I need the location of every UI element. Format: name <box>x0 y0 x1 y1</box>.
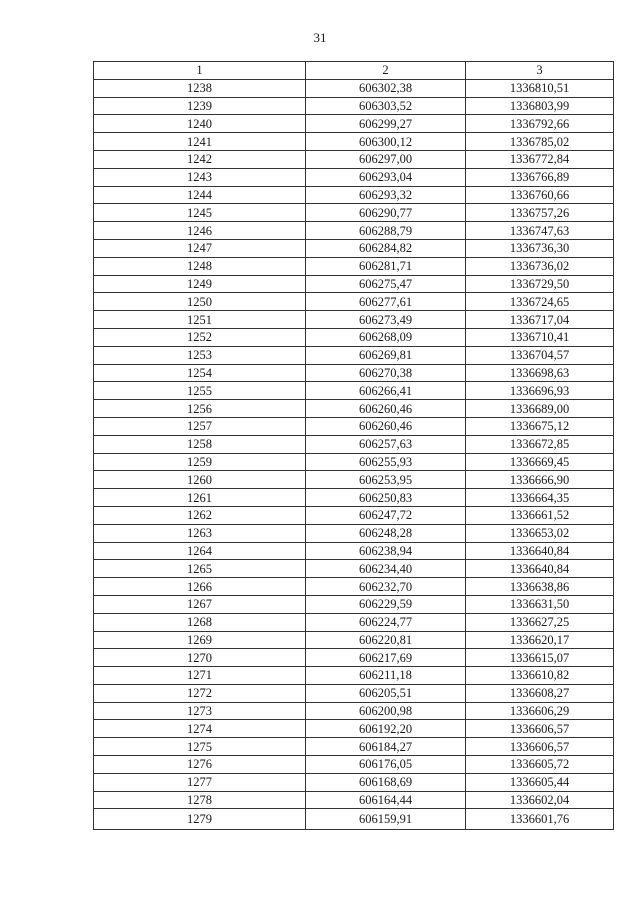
point-number-cell: 1238 <box>94 79 306 97</box>
table-row <box>94 222 614 240</box>
x-coordinate-cell: 606164,44 <box>306 791 466 809</box>
x-coordinate-cell: 606247,72 <box>306 506 466 524</box>
x-coordinate-cell: 606232,70 <box>306 578 466 596</box>
table-row <box>94 435 614 453</box>
table-header-row <box>94 62 614 80</box>
table-row <box>94 311 614 329</box>
point-number-cell: 1273 <box>94 702 306 720</box>
point-number-cell: 1257 <box>94 417 306 435</box>
table-row <box>94 667 614 685</box>
y-coordinate-cell: 1336627,25 <box>466 613 614 631</box>
x-coordinate-cell: 606255,93 <box>306 453 466 471</box>
y-coordinate-cell: 1336631,50 <box>466 595 614 613</box>
y-coordinate-cell: 1336729,50 <box>466 275 614 293</box>
y-coordinate-cell: 1336766,89 <box>466 168 614 186</box>
point-number-cell: 1264 <box>94 542 306 560</box>
y-coordinate-cell: 1336653,02 <box>466 524 614 542</box>
x-coordinate-cell: 606293,04 <box>306 168 466 186</box>
point-number-cell: 1265 <box>94 560 306 578</box>
point-number-cell: 1250 <box>94 293 306 311</box>
x-coordinate-cell: 606270,38 <box>306 364 466 382</box>
x-coordinate-cell: 606302,38 <box>306 79 466 97</box>
point-number-cell: 1251 <box>94 311 306 329</box>
point-number-cell: 1277 <box>94 773 306 791</box>
column-header: 1 <box>94 62 306 80</box>
y-coordinate-cell: 1336792,66 <box>466 115 614 133</box>
point-number-cell: 1239 <box>94 97 306 115</box>
table-row <box>94 542 614 560</box>
table-row <box>94 293 614 311</box>
x-coordinate-cell: 606277,61 <box>306 293 466 311</box>
table-row <box>94 115 614 133</box>
point-number-cell: 1247 <box>94 239 306 257</box>
table-row <box>94 417 614 435</box>
table-row <box>94 720 614 738</box>
y-coordinate-cell: 1336760,66 <box>466 186 614 204</box>
y-coordinate-cell: 1336640,84 <box>466 542 614 560</box>
point-number-cell: 1243 <box>94 168 306 186</box>
x-coordinate-cell: 606229,59 <box>306 595 466 613</box>
point-number-cell: 1274 <box>94 720 306 738</box>
point-number-cell: 1245 <box>94 204 306 222</box>
y-coordinate-cell: 1336803,99 <box>466 97 614 115</box>
table-row <box>94 506 614 524</box>
y-coordinate-cell: 1336615,07 <box>466 649 614 667</box>
point-number-cell: 1271 <box>94 667 306 685</box>
table-row <box>94 239 614 257</box>
x-coordinate-cell: 606234,40 <box>306 560 466 578</box>
point-number-cell: 1270 <box>94 649 306 667</box>
table-row <box>94 150 614 168</box>
y-coordinate-cell: 1336606,57 <box>466 738 614 756</box>
x-coordinate-cell: 606284,82 <box>306 239 466 257</box>
x-coordinate-cell: 606192,20 <box>306 720 466 738</box>
table-row <box>94 168 614 186</box>
table-row <box>94 613 614 631</box>
y-coordinate-cell: 1336664,35 <box>466 489 614 507</box>
y-coordinate-cell: 1336710,41 <box>466 328 614 346</box>
y-coordinate-cell: 1336689,00 <box>466 400 614 418</box>
x-coordinate-cell: 606297,00 <box>306 150 466 168</box>
table-row <box>94 649 614 667</box>
y-coordinate-cell: 1336605,44 <box>466 773 614 791</box>
y-coordinate-cell: 1336704,57 <box>466 346 614 364</box>
point-number-cell: 1267 <box>94 595 306 613</box>
x-coordinate-cell: 606281,71 <box>306 257 466 275</box>
y-coordinate-cell: 1336669,45 <box>466 453 614 471</box>
point-number-cell: 1269 <box>94 631 306 649</box>
point-number-cell: 1261 <box>94 489 306 507</box>
x-coordinate-cell: 606176,05 <box>306 756 466 774</box>
x-coordinate-cell: 606293,32 <box>306 186 466 204</box>
point-number-cell: 1248 <box>94 257 306 275</box>
x-coordinate-cell: 606269,81 <box>306 346 466 364</box>
table-row <box>94 773 614 791</box>
y-coordinate-cell: 1336602,04 <box>466 791 614 809</box>
x-coordinate-cell: 606299,27 <box>306 115 466 133</box>
point-number-cell: 1276 <box>94 756 306 774</box>
y-coordinate-cell: 1336757,26 <box>466 204 614 222</box>
x-coordinate-cell: 606290,77 <box>306 204 466 222</box>
y-coordinate-cell: 1336785,02 <box>466 133 614 151</box>
x-coordinate-cell: 606159,91 <box>306 809 466 830</box>
x-coordinate-cell: 606260,46 <box>306 400 466 418</box>
table-row <box>94 809 614 830</box>
y-coordinate-cell: 1336605,72 <box>466 756 614 774</box>
table-row <box>94 364 614 382</box>
x-coordinate-cell: 606268,09 <box>306 328 466 346</box>
x-coordinate-cell: 606248,28 <box>306 524 466 542</box>
x-coordinate-cell: 606266,41 <box>306 382 466 400</box>
x-coordinate-cell: 606253,95 <box>306 471 466 489</box>
x-coordinate-cell: 606260,46 <box>306 417 466 435</box>
x-coordinate-cell: 606217,69 <box>306 649 466 667</box>
table-row <box>94 524 614 542</box>
point-number-cell: 1249 <box>94 275 306 293</box>
x-coordinate-cell: 606303,52 <box>306 97 466 115</box>
x-coordinate-cell: 606288,79 <box>306 222 466 240</box>
page-number: 31 <box>313 30 327 45</box>
y-coordinate-cell: 1336608,27 <box>466 684 614 702</box>
coordinates-table-container <box>93 61 613 830</box>
x-coordinate-cell: 606220,81 <box>306 631 466 649</box>
x-coordinate-cell: 606224,77 <box>306 613 466 631</box>
point-number-cell: 1268 <box>94 613 306 631</box>
x-coordinate-cell: 606238,94 <box>306 542 466 560</box>
y-coordinate-cell: 1336601,76 <box>466 809 614 830</box>
y-coordinate-cell: 1336638,86 <box>466 578 614 596</box>
table-row <box>94 738 614 756</box>
y-coordinate-cell: 1336724,65 <box>466 293 614 311</box>
point-number-cell: 1241 <box>94 133 306 151</box>
table-row <box>94 756 614 774</box>
y-coordinate-cell: 1336620,17 <box>466 631 614 649</box>
table-row <box>94 186 614 204</box>
table-row <box>94 489 614 507</box>
point-number-cell: 1240 <box>94 115 306 133</box>
point-number-cell: 1244 <box>94 186 306 204</box>
point-number-cell: 1246 <box>94 222 306 240</box>
x-coordinate-cell: 606184,27 <box>306 738 466 756</box>
x-coordinate-cell: 606257,63 <box>306 435 466 453</box>
table-row <box>94 275 614 293</box>
column-header: 2 <box>306 62 466 80</box>
y-coordinate-cell: 1336606,29 <box>466 702 614 720</box>
x-coordinate-cell: 606205,51 <box>306 684 466 702</box>
y-coordinate-cell: 1336666,90 <box>466 471 614 489</box>
point-number-cell: 1253 <box>94 346 306 364</box>
point-number-cell: 1258 <box>94 435 306 453</box>
table-row <box>94 578 614 596</box>
y-coordinate-cell: 1336675,12 <box>466 417 614 435</box>
y-coordinate-cell: 1336696,93 <box>466 382 614 400</box>
table-row <box>94 453 614 471</box>
table-row <box>94 328 614 346</box>
point-number-cell: 1252 <box>94 328 306 346</box>
point-number-cell: 1259 <box>94 453 306 471</box>
table-row <box>94 471 614 489</box>
table-row <box>94 702 614 720</box>
table-row <box>94 560 614 578</box>
y-coordinate-cell: 1336747,63 <box>466 222 614 240</box>
x-coordinate-cell: 606300,12 <box>306 133 466 151</box>
table-row <box>94 204 614 222</box>
coordinates-table <box>93 61 614 830</box>
point-number-cell: 1272 <box>94 684 306 702</box>
table-row <box>94 97 614 115</box>
table-row <box>94 791 614 809</box>
table-row <box>94 631 614 649</box>
table-row <box>94 133 614 151</box>
table-row <box>94 684 614 702</box>
point-number-cell: 1279 <box>94 809 306 830</box>
y-coordinate-cell: 1336736,30 <box>466 239 614 257</box>
x-coordinate-cell: 606200,98 <box>306 702 466 720</box>
y-coordinate-cell: 1336672,85 <box>466 435 614 453</box>
point-number-cell: 1278 <box>94 791 306 809</box>
table-row <box>94 400 614 418</box>
point-number-cell: 1262 <box>94 506 306 524</box>
column-header: 3 <box>466 62 614 80</box>
y-coordinate-cell: 1336640,84 <box>466 560 614 578</box>
point-number-cell: 1254 <box>94 364 306 382</box>
point-number-cell: 1263 <box>94 524 306 542</box>
point-number-cell: 1275 <box>94 738 306 756</box>
table-row <box>94 346 614 364</box>
point-number-cell: 1260 <box>94 471 306 489</box>
table-row <box>94 595 614 613</box>
x-coordinate-cell: 606273,49 <box>306 311 466 329</box>
y-coordinate-cell: 1336661,52 <box>466 506 614 524</box>
x-coordinate-cell: 606250,83 <box>306 489 466 507</box>
table-body <box>94 79 614 830</box>
point-number-cell: 1242 <box>94 150 306 168</box>
point-number-cell: 1266 <box>94 578 306 596</box>
y-coordinate-cell: 1336772,84 <box>466 150 614 168</box>
y-coordinate-cell: 1336736,02 <box>466 257 614 275</box>
point-number-cell: 1256 <box>94 400 306 418</box>
y-coordinate-cell: 1336810,51 <box>466 79 614 97</box>
y-coordinate-cell: 1336610,82 <box>466 667 614 685</box>
y-coordinate-cell: 1336717,04 <box>466 311 614 329</box>
y-coordinate-cell: 1336698,63 <box>466 364 614 382</box>
x-coordinate-cell: 606168,69 <box>306 773 466 791</box>
point-number-cell: 1255 <box>94 382 306 400</box>
table-row <box>94 79 614 97</box>
table-row <box>94 257 614 275</box>
y-coordinate-cell: 1336606,57 <box>466 720 614 738</box>
table-row <box>94 382 614 400</box>
x-coordinate-cell: 606275,47 <box>306 275 466 293</box>
x-coordinate-cell: 606211,18 <box>306 667 466 685</box>
